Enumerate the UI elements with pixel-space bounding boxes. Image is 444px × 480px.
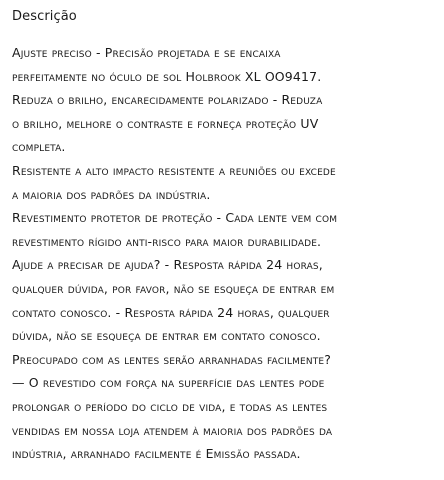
description-heading: Descrição [12, 9, 77, 24]
description-line: Ajude a precisar de ajuda? - Resposta rápida 24 horas, [12, 257, 323, 273]
description-line: o brilho, melhore o contraste e forneça proteção UV [12, 115, 319, 131]
description-line: Preocupado com as lentes serão arranhadas facilmente? [12, 351, 332, 367]
description-line: Revestimento protetor de proteção - Cada lente vem com [12, 210, 338, 226]
description-line: a maioria dos padrões da indústria. [12, 186, 211, 202]
description-line: vendidas em nossa loja atendem à maioria dos padrões da [12, 422, 333, 438]
description-line: Resistente a alto impacto resistente a reuniões ou excede [12, 162, 336, 178]
description-line: contato conosco. - Resposta rápida 24 horas, qualquer [12, 304, 330, 320]
description-line: indústria, arranhado facilmente é Emissão passada. [12, 446, 301, 462]
description-line: completa. [12, 139, 66, 155]
description-line: prolongar o período do ciclo de vida, e todas as lentes [12, 398, 328, 414]
description-line: qualquer dúvida, por favor, não se esqueça de entrar em [12, 280, 335, 296]
description-line: perfeitamente no óculo de sol Holbrook XL OO9417. [12, 68, 322, 84]
description-line: dúvida, não se esqueça de entrar em contato conosco. [12, 328, 321, 344]
description-line: — O revestido com força na superfície das lentes pode [12, 375, 325, 391]
description-line: revestimento rígido anti-risco para maior durabilidade. [12, 233, 322, 249]
description-line: Ajuste preciso - Precisão projetada e se encaixa [12, 45, 281, 60]
description-line: Reduza o brilho, encarecidamente polarizado - Reduza [12, 92, 323, 108]
description-body [12, 41, 436, 466]
